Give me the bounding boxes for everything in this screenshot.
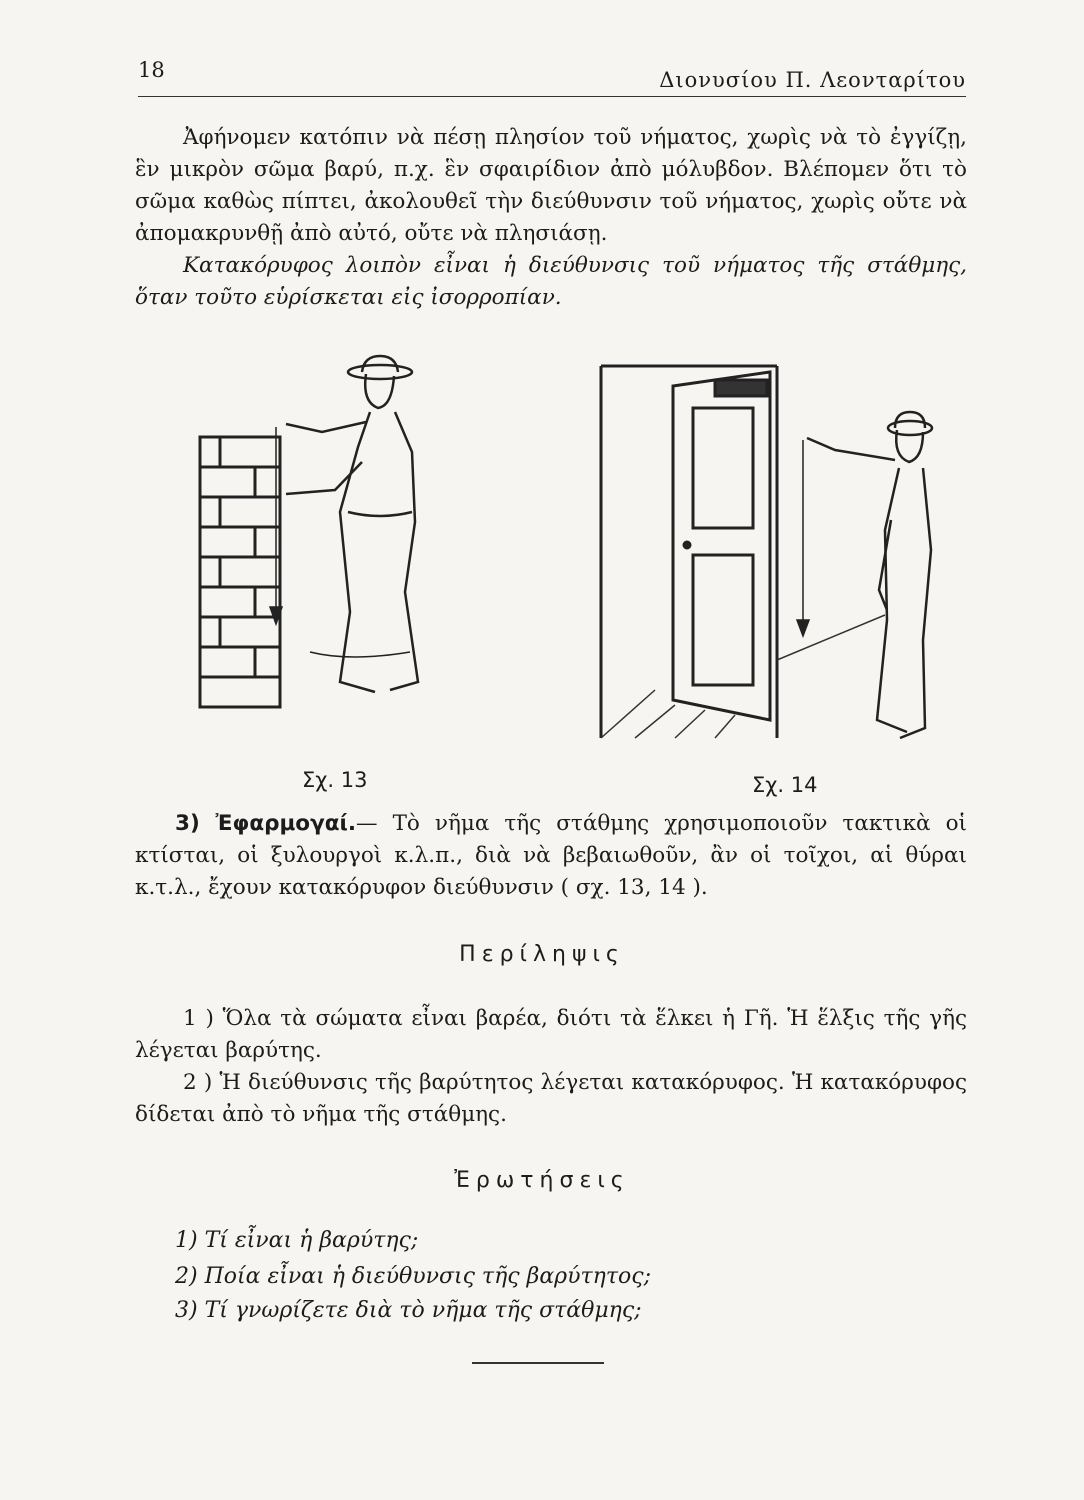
figure-13-bricklayer [190,352,460,712]
bricklayer-figure [286,356,418,692]
figure-14-door [595,360,955,745]
running-head: Διονυσίου Π. Λεονταρίτου [659,68,966,92]
summary-section [135,1003,967,1131]
applications-paragraph [135,808,967,904]
door-leaf [673,372,770,720]
intro-section [135,122,967,314]
figure-14-caption: Σχ. 14 [752,773,818,797]
applications-text: — Τὸ νῆμα τῆς στάθμης χρησιμοποιοῦν τακτικὰ οἱ κτίσται, οἱ ξυλουργοὶ κ.λ.π., διὰ νὰ βεβαιωθοῦν, ἂν οἱ τοῖχοι, αἱ θύραι κ.τ.λ., ἔχουν κατακόρυφον διεύθυνσιν ( σχ. 13, 14 ). [135,811,967,900]
summary-item-2: 2 ) Ἡ διεύθυνσις τῆς βαρύτητος λέγεται κατακόρυφος. Ἡ κατακόρυφος δίδεται ἀπὸ τὸ νῆμα τῆς στάθμης. [135,1070,967,1127]
question-2: 2) Ποία εἶναι ἡ διεύθυνσις τῆς βαρύτητος; [175,1264,651,1289]
header-rule [138,96,966,97]
figure-13-caption: Σχ. 13 [302,768,368,792]
summary-heading: Περίληψις [459,942,625,967]
summary-item-1: 1 ) Ὅλα τὰ σώματα εἶναι βαρέα, διότι τὰ ἕλκει ἡ Γῆ. Ἡ ἕλξις τῆς γῆς λέγεται βαρύτης. [135,1006,967,1063]
page-header [138,58,966,98]
applications-lead: 3) Ἐφαρμογαί. [175,811,357,836]
definition-paragraph: Κατακόρυφος λοιπὸν εἶναι ἡ διεύθυνσις τοῦ νήματος τῆς στάθμης, ὅταν τοῦτο εὑρίσκεται εἰς ἰσορροπίαν. [135,253,967,310]
question-3: 3) Τί γνωρίζετε διὰ τὸ νῆμα τῆς στάθμης; [175,1298,642,1323]
brick-wall [200,437,280,707]
page-number: 18 [138,58,165,82]
door-frame [601,366,777,738]
closing-rule [472,1362,604,1364]
question-1: 1) Τί εἶναι ἡ βαρύτης; [175,1228,419,1253]
applications-section [135,808,967,904]
carpenter-figure [807,412,932,738]
plumb-line [797,440,809,636]
questions-heading: Ἐρωτήσεις [454,1168,630,1193]
floor-boards [601,615,885,738]
intro-paragraph: Ἀφήνομεν κατόπιν νὰ πέσῃ πλησίον τοῦ νήματος, χωρὶς νὰ τὸ ἐγγίζῃ, ἓν μικρὸν σῶμα βαρύ, π.χ. ἓν σφαιρίδιον ἀπὸ μόλυβδον. Βλέπομεν ὅτι τὸ σῶμα καθὼς πίπτει, ἀκολουθεῖ τὴν διεύθυνσιν τοῦ νήματος, χωρὶς οὔτε νὰ ἀπομακρυνθῇ ἀπὸ αὐτό, οὔτε νὰ πλησιάσῃ. [135,125,967,246]
